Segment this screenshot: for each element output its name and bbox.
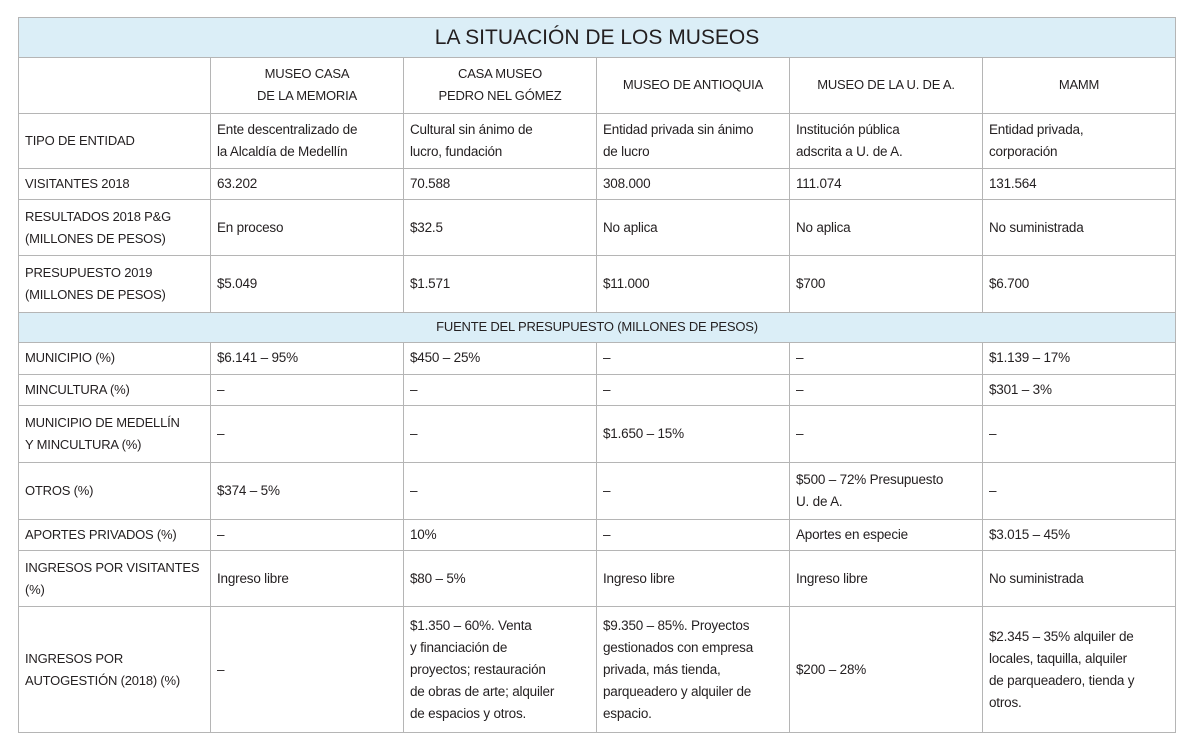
table-cell: – [983,463,1176,519]
table-cell: Ingreso libre [211,550,404,606]
column-header-casa-museo-pedro-nel-gomez: CASA MUSEO PEDRO NEL GÓMEZ [404,58,597,113]
table-title: LA SITUACIÓN DE LOS MUSEOS [19,18,1176,58]
table-row [19,256,1176,312]
table-cell: 308.000 [597,168,790,199]
table-cell: 10% [404,519,597,550]
title-row [19,18,1176,58]
table-cell: – [597,463,790,519]
table-cell: $700 [790,256,983,312]
table-row [19,550,1176,606]
table-cell: $5.049 [211,256,404,312]
column-header-museo-u-de-a: MUSEO DE LA U. DE A. [790,58,983,113]
table-cell: Entidad privada, corporación [983,113,1176,168]
table-cell: – [211,406,404,463]
museums-table [18,17,1176,733]
table-cell: $450 – 25% [404,342,597,374]
column-header-mamm: MAMM [983,58,1176,113]
row-label-ingresos-autogestion: INGRESOS POR AUTOGESTIÓN (2018) (%) [19,607,211,733]
table-cell: $80 – 5% [404,550,597,606]
table-cell: $3.015 – 45% [983,519,1176,550]
row-label-presupuesto-2019: PRESUPUESTO 2019 (MILLONES DE PESOS) [19,256,211,312]
row-label-mincultura: MINCULTURA (%) [19,374,211,405]
row-label-ingresos-visitantes: INGRESOS POR VISITANTES (%) [19,550,211,606]
table-cell: $301 – 3% [983,374,1176,405]
table-cell: No suministrada [983,199,1176,255]
row-label-municipio: MUNICIPIO (%) [19,342,211,374]
table-cell: 111.074 [790,168,983,199]
table-row [19,463,1176,519]
table-cell: – [404,406,597,463]
table-cell: 63.202 [211,168,404,199]
table-cell: Institución pública adscrita a U. de A. [790,113,983,168]
table-row [19,607,1176,733]
table-cell: Entidad privada sin ánimo de lucro [597,113,790,168]
table-row [19,342,1176,374]
row-label-aportes-privados: APORTES PRIVADOS (%) [19,519,211,550]
table-cell: 131.564 [983,168,1176,199]
table-cell: $200 – 28% [790,607,983,733]
table-cell: $2.345 – 35% alquiler de locales, taquilla, alquiler de parqueadero, tienda y otros. [983,607,1176,733]
row-label-municipio-medellin-mincultura: MUNICIPIO DE MEDELLÍN Y MINCULTURA (%) [19,406,211,463]
table-cell: $1.650 – 15% [597,406,790,463]
table-cell: Aportes en especie [790,519,983,550]
table-cell: – [597,519,790,550]
table-cell: – [211,607,404,733]
table-cell: – [597,342,790,374]
section-title: FUENTE DEL PRESUPUESTO (MILLONES DE PESOS) [19,312,1176,342]
table-cell: – [790,374,983,405]
row-label-visitantes-2018: VISITANTES 2018 [19,168,211,199]
table-row [19,374,1176,405]
header-row [19,58,1176,113]
table-cell: – [790,342,983,374]
table-cell: 70.588 [404,168,597,199]
table-cell: – [790,406,983,463]
table-cell: $374 – 5% [211,463,404,519]
table-cell: – [597,374,790,405]
table-cell: Ingreso libre [790,550,983,606]
table-cell: $9.350 – 85%. Proyectos gestionados con empresa privada, más tienda, parqueadero y alquiler de espacio. [597,607,790,733]
table-row [19,199,1176,255]
table-cell: – [983,406,1176,463]
table-cell: $1.571 [404,256,597,312]
table-cell: No aplica [790,199,983,255]
table-cell: – [404,374,597,405]
table-cell: $11.000 [597,256,790,312]
section-row [19,312,1176,342]
table-row [19,406,1176,463]
table-row [19,113,1176,168]
table-cell: $1.350 – 60%. Venta y financiación de proyectos; restauración de obras de arte; alquiler de espacios y otros. [404,607,597,733]
table-cell: No suministrada [983,550,1176,606]
header-corner [19,58,211,113]
table-cell: $1.139 – 17% [983,342,1176,374]
table-cell: Cultural sin ánimo de lucro, fundación [404,113,597,168]
table-cell: – [211,374,404,405]
column-header-museo-casa-memoria: MUSEO CASA DE LA MEMORIA [211,58,404,113]
row-label-otros: OTROS (%) [19,463,211,519]
row-label-tipo-entidad: TIPO DE ENTIDAD [19,113,211,168]
table-cell: $6.700 [983,256,1176,312]
table-cell: – [211,519,404,550]
table-cell: $32.5 [404,199,597,255]
table-cell: Ente descentralizado de la Alcaldía de Medellín [211,113,404,168]
column-header-museo-de-antioquia: MUSEO DE ANTIOQUIA [597,58,790,113]
table-cell: En proceso [211,199,404,255]
table-cell: – [404,463,597,519]
table-cell: Ingreso libre [597,550,790,606]
table-cell: $6.141 – 95% [211,342,404,374]
table-row [19,519,1176,550]
table-cell: No aplica [597,199,790,255]
table-row [19,168,1176,199]
table-cell: $500 – 72% Presupuesto U. de A. [790,463,983,519]
row-label-resultados-2018: RESULTADOS 2018 P&G (MILLONES DE PESOS) [19,199,211,255]
